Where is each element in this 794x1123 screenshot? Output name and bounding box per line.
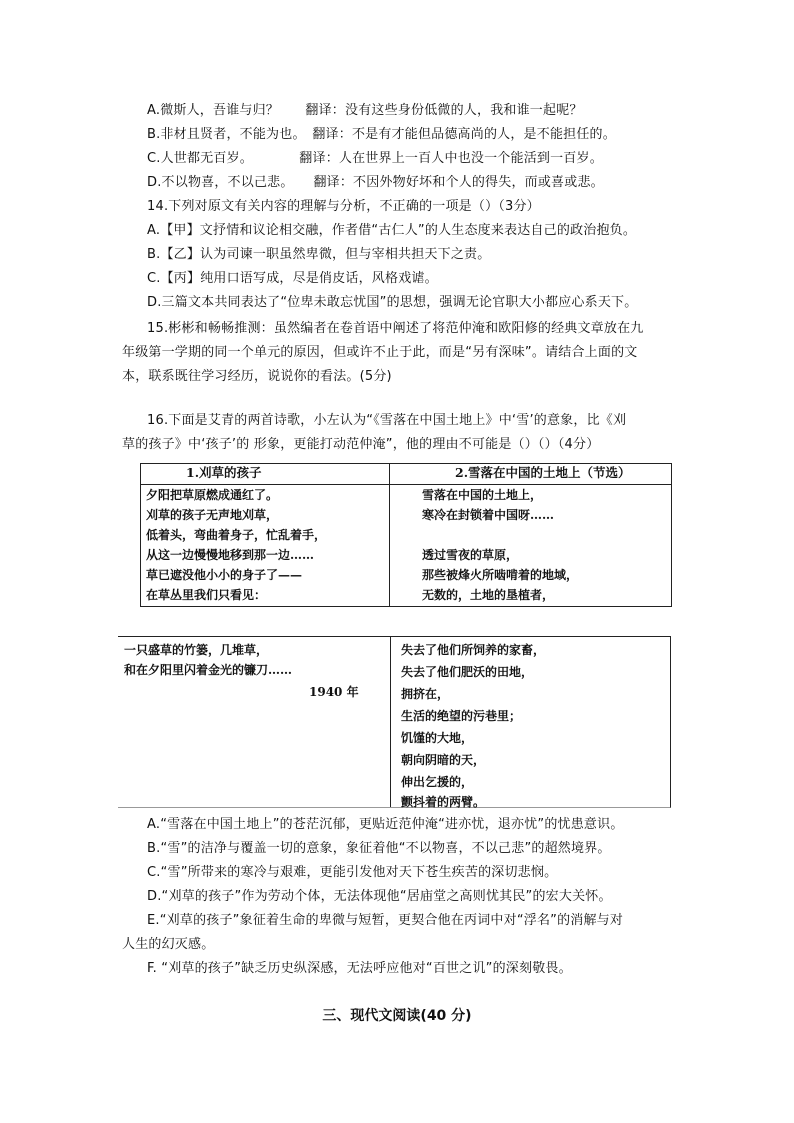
poem1-line: 一只盛草的竹篓，几堆草， xyxy=(124,643,269,657)
poem2-line: 生活的绝望的污巷里； xyxy=(401,709,522,723)
q13-option-c: C.人世都无百岁。 翻译：人在世界上一百人中也没一个能活到一百岁。 xyxy=(147,151,603,166)
q14-option-b: B.【乙】认为司谏一职虽然卑微，但与宰相共担天下之责。 xyxy=(147,247,491,262)
poem2-title: 2.雪落在中国的土地上（节选） xyxy=(455,465,631,480)
q13-option-d: D.不以物喜，不以己悲。 翻译：不因外物好坏和个人的得失，而或喜或悲。 xyxy=(147,175,604,190)
poem2-line: 无数的，土地的垦植者， xyxy=(422,588,555,602)
q16-option-e-cont: 人生的幻灭感。 xyxy=(122,937,215,952)
poem1-line: 和在夕阳里闪着金光的镰刀…… xyxy=(124,663,293,677)
poem1-line: 低着头，弯曲着身子，忙乱着手， xyxy=(146,528,327,542)
q14-option-a: A.【甲】文抒情和议论相交融，作者借“古仁人”的人生态度来表达自己的政治抱负。 xyxy=(147,223,637,238)
poem1-title: 1.刈草的孩子 xyxy=(186,465,262,480)
poem2-line: 失去了他们肥沃的田地， xyxy=(401,665,534,679)
q16-option-b: B.“雪”的洁净与覆盖一切的意象，象征着他“不以物喜，不以己悲”的超然境界。 xyxy=(147,841,611,856)
q16-option-e: E.“刈草的孩子”象征着生命的卑微与短暂，更契合他在丙词中对“浮名”的消解与对 xyxy=(147,913,624,928)
q15-line-1: 15.彬彬和畅畅推测：虽然编者在卷首语中阐述了将范仲淹和欧阳修的经典文章放在九 xyxy=(147,321,644,336)
poem2-line: 雪落在中国的土地上， xyxy=(422,488,543,502)
poem2-line: 饥馑的大地， xyxy=(401,731,474,745)
q16-line-1: 16.下面是艾青的两首诗歌，小左认为“《雪落在中国土地上》中‘雪’的意象，比《刈 xyxy=(147,413,627,428)
poem2-line: 颤抖着的两臂。 xyxy=(401,795,486,809)
q16-option-a: A.“雪落在中国土地上”的苍茫沉郁，更贴近范仲淹“进亦忧，退亦忧”的忧患意识。 xyxy=(147,817,624,832)
poem1-line: 草已遮没他小小的身子了—— xyxy=(146,568,303,582)
poem1-line: 在草丛里我们只看见： xyxy=(146,588,267,602)
q14-option-c: C.【丙】纯用口语写成，尽是俏皮话，风格戏谑。 xyxy=(147,271,438,286)
poem2-line: 失去了他们所饲养的家畜， xyxy=(401,643,546,657)
poem1-line: 夕阳把草原燃成通红了。 xyxy=(146,488,279,502)
q16-option-d: D.“刈草的孩子”作为劳动个体，无法体现他“居庙堂之高则忧其民”的宏大关怀。 xyxy=(147,889,612,904)
q13-option-b: B.非材且贤者，不能为也。 翻译：不是有才能但品德高尚的人，是不能担任的。 xyxy=(147,127,616,142)
poem1-line: 从这一边慢慢地移到那一边…… xyxy=(146,548,315,562)
poem2-line: 透过雪夜的草原， xyxy=(422,548,519,562)
poem2-line: 拥挤在， xyxy=(401,687,450,701)
poem2-line: 朝向阴暗的天， xyxy=(401,753,486,767)
q16-line-2: 草的孩子》中‘孩子’的 形象，更能打动范仲淹”，他的理由不可能是（）（）（4分） xyxy=(122,437,600,452)
poem1-year: 1940 年 xyxy=(309,685,359,699)
q13-option-a: A.微斯人，吾谁与归？ 翻译：没有这些身份低微的人，我和谁一起呢？ xyxy=(147,103,583,118)
section-title: 三、现代文阅读(40 分) xyxy=(322,1008,472,1024)
q16-option-c: C.“雪”所带来的寒冷与艰难，更能引发他对天下苍生疾苦的深切悲悯。 xyxy=(147,865,558,880)
q15-line-3: 本，联系既往学习经历，说说你的看法。(5分) xyxy=(122,369,392,384)
q14-option-d: D.三篇文本共同表达了“位卑未敢忘忧国”的思想，强调无论官职大小都应心系天下。 xyxy=(147,295,638,310)
q16-option-f: F. “刈草的孩子”缺乏历史纵深感，无法呼应他对“百世之讥”的深刻敬畏。 xyxy=(147,961,572,976)
q14-stem: 14.下列对原文有关内容的理解与分析，不正确的一项是（）（3分） xyxy=(147,199,540,214)
poem2-line: 寒冷在封锁着中国呀…… xyxy=(422,508,555,522)
poem2-line: 那些被烽火所啮啃着的地域， xyxy=(422,568,579,582)
poem1-line: 刈草的孩子无声地刈草， xyxy=(146,508,279,522)
poem2-line: 伸出乞援的， xyxy=(401,775,474,789)
q15-line-2: 年级第一学期的同一个单元的原因，但或许不止于此，而是“另有深味”。请结合上面的文 xyxy=(122,345,638,360)
